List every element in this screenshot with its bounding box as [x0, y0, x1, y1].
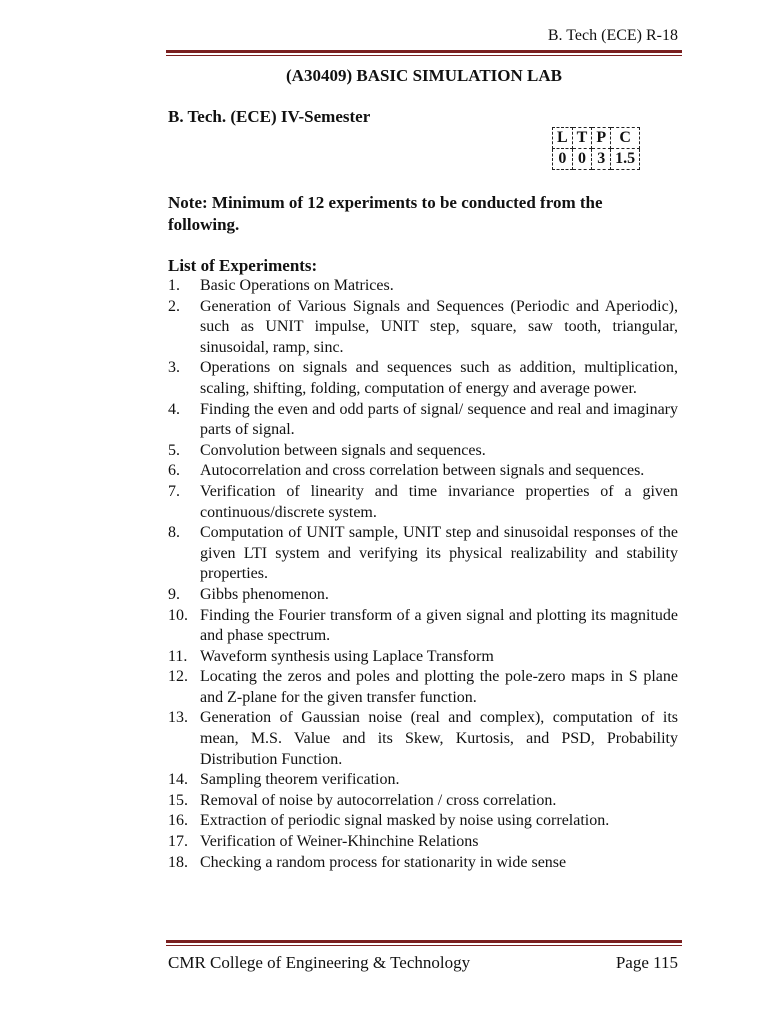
list-item-text: Convolution between signals and sequences. — [200, 441, 486, 459]
credits-value-l: 0 — [553, 149, 573, 170]
list-item — [168, 441, 678, 462]
list-item-text: Basic Operations on Matrices. — [200, 277, 394, 294]
list-item-number: 4. — [168, 400, 180, 418]
credits-value-t: 0 — [572, 149, 592, 170]
experiments-heading: List of Experiments: — [168, 256, 318, 275]
list-item-number: 12. — [168, 668, 188, 686]
list-item-text: Computation of UNIT sample, UNIT step and sinusoidal responses of the given LTI system and verifying its physical realizability and stability properties. — [200, 524, 678, 583]
list-item-text: Verification of Weiner-Khinchine Relations — [200, 833, 479, 851]
list-item-text: Finding the even and odd parts of signal/ sequence and real and imaginary parts of signal. — [200, 400, 678, 439]
header-rule-thick — [166, 50, 682, 53]
credits-header-p: P — [592, 128, 611, 149]
list-item-text: Removal of noise by autocorrelation / cross correlation. — [200, 791, 557, 809]
list-item-text: Waveform synthesis using Laplace Transform — [200, 647, 494, 665]
list-item-text: Finding the Fourier transform of a given signal and plotting its magnitude and phase spectrum. — [200, 606, 678, 645]
list-item-text: Generation of Gaussian noise (real and complex), computation of its mean, M.S. Value and its Skew, Kurtosis, and PSD, Probability Distribution Function. — [200, 709, 678, 768]
list-item — [168, 647, 678, 668]
note-paragraph: Note: Minimum of 12 experiments to be conducted from the following. — [168, 193, 603, 234]
list-item-number: 17. — [168, 833, 188, 851]
list-item-number: 18. — [168, 853, 188, 871]
list-item-number: 5. — [168, 441, 180, 459]
credits-table — [552, 127, 640, 170]
list-item-number: 10. — [168, 606, 188, 624]
list-item-number: 7. — [168, 482, 180, 500]
list-item-text: Generation of Various Signals and Sequences (Periodic and Aperiodic), such as UNIT impulse, UNIT step, square, saw tooth, triangular, sinusoidal, ramp, sinc. — [200, 297, 678, 356]
experiments-list — [168, 276, 678, 873]
list-item — [168, 400, 678, 441]
list-item-number: 15. — [168, 791, 188, 809]
list-item-number: 8. — [168, 524, 180, 542]
list-item-text: Locating the zeros and poles and plotting the pole-zero maps in S plane and Z-plane for the given transfer function. — [200, 668, 678, 706]
list-item-number: 16. — [168, 812, 188, 830]
list-item — [168, 606, 678, 647]
credits-value-row — [553, 149, 640, 170]
credits-value-c: 1.5 — [611, 149, 640, 170]
list-item — [168, 585, 678, 606]
document-title: (A30409) BASIC SIMULATION LAB — [286, 66, 562, 85]
list-item — [168, 482, 678, 523]
list-item-text: Checking a random process for stationarity in wide sense — [200, 853, 567, 871]
list-item-text: Sampling theorem verification. — [200, 771, 400, 789]
list-item-text: Autocorrelation and cross correlation between signals and sequences. — [200, 462, 645, 480]
list-item-text: Extraction of periodic signal masked by noise using correlation. — [200, 812, 610, 830]
list-item — [168, 832, 678, 853]
credits-header-row — [553, 128, 640, 149]
footer-rule-thick — [166, 940, 682, 943]
list-item — [168, 853, 678, 874]
page-header-code: B. Tech (ECE) R-18 — [547, 27, 678, 44]
footer-rule-thin — [166, 945, 682, 946]
list-item — [168, 276, 678, 297]
list-item-text: Verification of linearity and time invariance properties of a given continuous/discrete system. — [200, 482, 678, 521]
credits-value-p: 3 — [592, 149, 611, 170]
list-item — [168, 667, 678, 708]
semester-subtitle: B. Tech. (ECE) IV-Semester — [168, 107, 371, 126]
list-item-number: 9. — [168, 585, 180, 603]
list-item-number: 14. — [168, 771, 188, 789]
list-item-number: 11. — [168, 647, 188, 665]
footer-institution: CMR College of Engineering & Technology — [168, 953, 471, 972]
list-item — [168, 708, 678, 770]
credits-header-c: C — [611, 128, 640, 149]
list-item-number: 3. — [168, 359, 180, 377]
list-item-number: 6. — [168, 462, 180, 480]
header-rule-thin — [166, 55, 682, 56]
credits-header-t: T — [572, 128, 592, 149]
list-item — [168, 811, 678, 832]
list-item — [168, 791, 678, 812]
list-item — [168, 523, 678, 585]
list-item-number: 2. — [168, 297, 180, 315]
list-item — [168, 770, 678, 791]
list-item-text: Operations on signals and sequences such as addition, multiplication, scaling, shifting, folding, computation of energy and average power. — [200, 359, 678, 397]
list-item-text: Gibbs phenomenon. — [200, 585, 329, 603]
footer-page-number: Page 115 — [615, 953, 678, 972]
list-item — [168, 297, 678, 359]
credits-header-l: L — [553, 128, 573, 149]
list-item — [168, 358, 678, 399]
list-item-number: 13. — [168, 709, 188, 727]
list-item-number: 1. — [168, 277, 180, 294]
list-item — [168, 461, 678, 482]
